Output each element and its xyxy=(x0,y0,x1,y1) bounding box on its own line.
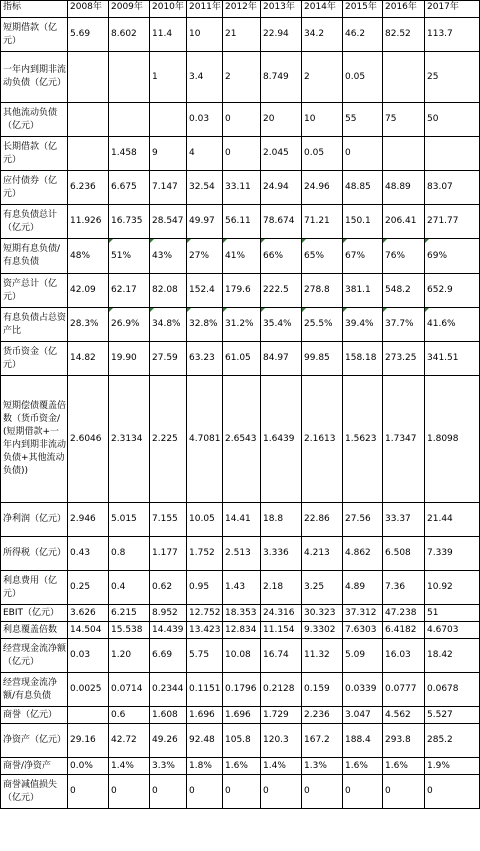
data-cell: 0 xyxy=(150,775,187,809)
data-cell: 5.75 xyxy=(187,639,223,673)
data-cell: 0.8 xyxy=(109,537,150,571)
data-cell: 25 xyxy=(425,52,480,103)
data-cell: 4.7081 xyxy=(187,376,223,503)
data-cell: 48% xyxy=(68,239,109,274)
data-cell: 1.752 xyxy=(187,537,223,571)
data-cell: 1.458 xyxy=(109,137,150,171)
data-cell: 82.08 xyxy=(150,274,187,308)
data-cell: 10 xyxy=(187,18,223,52)
row-label: EBIT（亿元） xyxy=(1,605,68,622)
row-label: 短期偿债覆盖倍数（货币资金/(短期借款+一年内到期非流动负债+其他流动负债)) xyxy=(1,376,68,503)
data-cell: 42.72 xyxy=(109,724,150,758)
row-label: 利息费用（亿元） xyxy=(1,571,68,605)
data-cell: 69% xyxy=(425,239,480,274)
data-cell: 37.7% xyxy=(383,308,425,342)
data-cell: 18.8 xyxy=(261,503,302,537)
data-cell: 1.6% xyxy=(343,758,383,775)
table-row xyxy=(1,605,480,622)
data-cell: 43% xyxy=(150,239,187,274)
data-cell: 273.25 xyxy=(383,342,425,376)
data-cell xyxy=(109,103,150,137)
data-cell xyxy=(68,103,109,137)
data-cell xyxy=(383,137,425,171)
data-cell: 27% xyxy=(187,239,223,274)
data-cell: 2.045 xyxy=(261,137,302,171)
data-cell: 6.69 xyxy=(150,639,187,673)
data-cell xyxy=(68,707,109,724)
data-cell: 24.96 xyxy=(302,171,343,205)
data-cell: 71.21 xyxy=(302,205,343,239)
data-cell: 2.236 xyxy=(302,707,343,724)
data-cell: 4.562 xyxy=(383,707,425,724)
data-cell: 2.1613 xyxy=(302,376,343,503)
data-cell: 14.504 xyxy=(68,622,109,639)
row-label: 净资产（亿元） xyxy=(1,724,68,758)
table-row xyxy=(1,205,480,239)
data-cell: 75 xyxy=(383,103,425,137)
data-cell: 0.6 xyxy=(109,707,150,724)
data-cell: 1.696 xyxy=(187,707,223,724)
data-cell: 14.82 xyxy=(68,342,109,376)
data-cell xyxy=(425,137,480,171)
data-cell: 21 xyxy=(223,18,261,52)
data-cell: 0.4 xyxy=(109,571,150,605)
data-cell: 32.8% xyxy=(187,308,223,342)
data-cell: 50 xyxy=(425,103,480,137)
data-cell: 5.69 xyxy=(68,18,109,52)
table-row xyxy=(1,673,480,707)
data-cell: 0.05 xyxy=(302,137,343,171)
data-cell: 76% xyxy=(383,239,425,274)
table-row xyxy=(1,503,480,537)
data-cell: 1.6439 xyxy=(261,376,302,503)
data-cell xyxy=(68,52,109,103)
data-cell xyxy=(109,52,150,103)
data-cell: 25.5% xyxy=(302,308,343,342)
header-year: 2014年 xyxy=(302,1,343,18)
data-cell: 4 xyxy=(187,137,223,171)
data-cell: 6.675 xyxy=(109,171,150,205)
data-cell: 67% xyxy=(343,239,383,274)
data-cell: 78.674 xyxy=(261,205,302,239)
data-cell: 0.0025 xyxy=(68,673,109,707)
data-cell: 34.2 xyxy=(302,18,343,52)
data-cell: 8.602 xyxy=(109,18,150,52)
data-cell: 61.05 xyxy=(223,342,261,376)
data-cell: 13.423 xyxy=(187,622,223,639)
data-cell: 0.1151 xyxy=(187,673,223,707)
data-cell: 341.51 xyxy=(425,342,480,376)
data-cell: 0.0714 xyxy=(109,673,150,707)
table-row xyxy=(1,775,480,809)
data-cell: 0 xyxy=(109,775,150,809)
row-label: 商誉（亿元） xyxy=(1,707,68,724)
data-cell: 0 xyxy=(343,775,383,809)
data-cell: 0.2128 xyxy=(261,673,302,707)
data-cell xyxy=(68,137,109,171)
data-cell: 28.547 xyxy=(150,205,187,239)
data-cell: 1.5623 xyxy=(343,376,383,503)
data-cell: 0 xyxy=(383,775,425,809)
data-cell: 285.2 xyxy=(425,724,480,758)
data-cell: 0 xyxy=(343,137,383,171)
data-cell: 51 xyxy=(425,605,480,622)
data-cell: 0.0% xyxy=(68,758,109,775)
data-cell: 0.0339 xyxy=(343,673,383,707)
data-cell: 1.20 xyxy=(109,639,150,673)
table-row xyxy=(1,571,480,605)
data-cell: 29.16 xyxy=(68,724,109,758)
data-cell: 41.6% xyxy=(425,308,480,342)
row-label: 经营现金流净额/有息负债 xyxy=(1,673,68,707)
data-cell: 84.97 xyxy=(261,342,302,376)
data-cell: 2.3134 xyxy=(109,376,150,503)
data-cell: 0.05 xyxy=(343,52,383,103)
data-cell: 150.1 xyxy=(343,205,383,239)
row-label: 一年内到期非流动负债（亿元） xyxy=(1,52,68,103)
table-row xyxy=(1,274,480,308)
row-label: 净利润（亿元） xyxy=(1,503,68,537)
data-cell: 7.339 xyxy=(425,537,480,571)
table-row xyxy=(1,171,480,205)
data-cell: 18.353 xyxy=(223,605,261,622)
data-cell: 42.09 xyxy=(68,274,109,308)
data-cell: 14.41 xyxy=(223,503,261,537)
data-cell: 8.952 xyxy=(150,605,187,622)
row-label: 经营现金流净额（亿元） xyxy=(1,639,68,673)
data-cell: 92.48 xyxy=(187,724,223,758)
data-cell: 6.215 xyxy=(109,605,150,622)
table-row xyxy=(1,758,480,775)
data-cell: 34.8% xyxy=(150,308,187,342)
data-cell: 381.1 xyxy=(343,274,383,308)
table-row xyxy=(1,103,480,137)
header-row xyxy=(1,1,480,18)
data-cell: 278.8 xyxy=(302,274,343,308)
data-cell: 0.159 xyxy=(302,673,343,707)
data-cell: 4.862 xyxy=(343,537,383,571)
row-label: 商誉减值损失（亿元） xyxy=(1,775,68,809)
table-row xyxy=(1,18,480,52)
data-cell: 1.7347 xyxy=(383,376,425,503)
data-cell: 2.18 xyxy=(261,571,302,605)
data-cell: 22.86 xyxy=(302,503,343,537)
data-cell: 49.26 xyxy=(150,724,187,758)
data-cell: 0 xyxy=(425,775,480,809)
data-cell: 2.6543 xyxy=(223,376,261,503)
table-row xyxy=(1,52,480,103)
data-cell: 7.36 xyxy=(383,571,425,605)
data-cell: 32.54 xyxy=(187,171,223,205)
data-cell: 48.85 xyxy=(343,171,383,205)
header-year: 2009年 xyxy=(109,1,150,18)
data-cell xyxy=(383,52,425,103)
row-label: 短期有息负债/有息负债 xyxy=(1,239,68,274)
data-cell: 3.626 xyxy=(68,605,109,622)
data-cell: 2.513 xyxy=(223,537,261,571)
table-row xyxy=(1,376,480,503)
row-label: 应付债券（亿元） xyxy=(1,171,68,205)
data-cell: 0.0678 xyxy=(425,673,480,707)
data-cell: 293.8 xyxy=(383,724,425,758)
data-cell: 10.92 xyxy=(425,571,480,605)
data-cell: 2.946 xyxy=(68,503,109,537)
data-cell: 16.74 xyxy=(261,639,302,673)
header-year: 2011年 xyxy=(187,1,223,18)
data-cell: 66% xyxy=(261,239,302,274)
data-cell: 206.41 xyxy=(383,205,425,239)
data-cell: 4.213 xyxy=(302,537,343,571)
data-cell: 99.85 xyxy=(302,342,343,376)
data-cell: 0.0777 xyxy=(383,673,425,707)
data-cell: 0.95 xyxy=(187,571,223,605)
data-cell: 0 xyxy=(68,775,109,809)
data-cell: 6.4182 xyxy=(383,622,425,639)
data-cell: 1.8% xyxy=(187,758,223,775)
data-cell: 7.6303 xyxy=(343,622,383,639)
data-cell: 271.77 xyxy=(425,205,480,239)
table-row xyxy=(1,342,480,376)
header-year: 2008年 xyxy=(68,1,109,18)
data-cell: 12.834 xyxy=(223,622,261,639)
data-cell: 37.312 xyxy=(343,605,383,622)
row-label: 货币资金（亿元） xyxy=(1,342,68,376)
table-row xyxy=(1,137,480,171)
data-cell: 11.32 xyxy=(302,639,343,673)
data-cell: 1.729 xyxy=(261,707,302,724)
data-cell: 2.225 xyxy=(150,376,187,503)
header-year: 2010年 xyxy=(150,1,187,18)
data-cell: 55 xyxy=(343,103,383,137)
data-cell: 2.6046 xyxy=(68,376,109,503)
data-cell xyxy=(150,103,187,137)
data-cell: 65% xyxy=(302,239,343,274)
data-cell: 1.9% xyxy=(425,758,480,775)
header-year: 2017年 xyxy=(425,1,480,18)
data-cell: 1 xyxy=(150,52,187,103)
data-cell: 8.749 xyxy=(261,52,302,103)
data-cell: 7.155 xyxy=(150,503,187,537)
data-cell: 3.336 xyxy=(261,537,302,571)
data-cell: 1.6% xyxy=(223,758,261,775)
data-cell: 22.94 xyxy=(261,18,302,52)
row-label: 其他流动负债（亿元） xyxy=(1,103,68,137)
header-year: 2015年 xyxy=(343,1,383,18)
table-row xyxy=(1,308,480,342)
data-cell: 188.4 xyxy=(343,724,383,758)
data-cell: 18.42 xyxy=(425,639,480,673)
data-cell: 20 xyxy=(261,103,302,137)
data-cell: 5.015 xyxy=(109,503,150,537)
data-cell: 30.323 xyxy=(302,605,343,622)
data-cell: 56.11 xyxy=(223,205,261,239)
data-cell: 0.1796 xyxy=(223,673,261,707)
data-cell: 11.154 xyxy=(261,622,302,639)
data-cell: 7.147 xyxy=(150,171,187,205)
data-cell: 1.6% xyxy=(383,758,425,775)
data-cell: 0.25 xyxy=(68,571,109,605)
data-cell: 47.238 xyxy=(383,605,425,622)
data-cell: 9.3302 xyxy=(302,622,343,639)
data-cell: 1.3% xyxy=(302,758,343,775)
data-cell: 0 xyxy=(223,775,261,809)
table-row xyxy=(1,622,480,639)
data-cell: 105.8 xyxy=(223,724,261,758)
data-cell: 10.05 xyxy=(187,503,223,537)
data-cell: 652.9 xyxy=(425,274,480,308)
data-cell: 6.236 xyxy=(68,171,109,205)
data-cell: 27.56 xyxy=(343,503,383,537)
data-cell: 33.37 xyxy=(383,503,425,537)
data-cell: 5.09 xyxy=(343,639,383,673)
data-cell: 167.2 xyxy=(302,724,343,758)
row-label: 资产总计（亿元） xyxy=(1,274,68,308)
data-cell: 14.439 xyxy=(150,622,187,639)
data-cell: 3.3% xyxy=(150,758,187,775)
data-cell: 0.03 xyxy=(187,103,223,137)
data-cell: 113.7 xyxy=(425,18,480,52)
data-cell: 4.89 xyxy=(343,571,383,605)
data-cell: 2 xyxy=(302,52,343,103)
data-cell: 24.316 xyxy=(261,605,302,622)
data-cell: 49.97 xyxy=(187,205,223,239)
table-row xyxy=(1,639,480,673)
data-cell: 27.59 xyxy=(150,342,187,376)
data-cell: 24.94 xyxy=(261,171,302,205)
data-cell: 158.18 xyxy=(343,342,383,376)
data-cell: 9 xyxy=(150,137,187,171)
row-label: 短期借款（亿元） xyxy=(1,18,68,52)
data-cell: 48.89 xyxy=(383,171,425,205)
data-cell: 12.752 xyxy=(187,605,223,622)
data-cell: 3.25 xyxy=(302,571,343,605)
row-label: 利息覆盖倍数 xyxy=(1,622,68,639)
data-cell: 1.4% xyxy=(261,758,302,775)
data-cell: 0 xyxy=(261,775,302,809)
data-cell: 5.527 xyxy=(425,707,480,724)
header-year: 2016年 xyxy=(383,1,425,18)
data-cell: 31.2% xyxy=(223,308,261,342)
data-cell: 179.6 xyxy=(223,274,261,308)
data-cell: 1.8098 xyxy=(425,376,480,503)
data-cell: 82.52 xyxy=(383,18,425,52)
data-cell: 0.03 xyxy=(68,639,109,673)
data-cell: 152.4 xyxy=(187,274,223,308)
data-cell: 4.6703 xyxy=(425,622,480,639)
data-cell: 41% xyxy=(223,239,261,274)
table-row xyxy=(1,724,480,758)
data-cell: 33.11 xyxy=(223,171,261,205)
data-cell: 1.608 xyxy=(150,707,187,724)
data-cell: 35.4% xyxy=(261,308,302,342)
data-cell: 1.4% xyxy=(109,758,150,775)
data-cell: 28.3% xyxy=(68,308,109,342)
data-cell: 0.62 xyxy=(150,571,187,605)
data-cell: 39.4% xyxy=(343,308,383,342)
data-cell: 548.2 xyxy=(383,274,425,308)
row-label: 长期借款（亿元） xyxy=(1,137,68,171)
row-label: 有息负债占总资产比 xyxy=(1,308,68,342)
data-cell: 10.08 xyxy=(223,639,261,673)
table-row xyxy=(1,239,480,274)
data-cell: 15.538 xyxy=(109,622,150,639)
data-cell: 11.4 xyxy=(150,18,187,52)
header-year: 2013年 xyxy=(261,1,302,18)
data-cell: 222.5 xyxy=(261,274,302,308)
data-cell: 1.696 xyxy=(223,707,261,724)
data-cell: 21.44 xyxy=(425,503,480,537)
data-cell: 3.4 xyxy=(187,52,223,103)
data-cell: 19.90 xyxy=(109,342,150,376)
data-cell: 11.926 xyxy=(68,205,109,239)
header-indicator: 指标 xyxy=(1,1,68,18)
data-cell: 51% xyxy=(109,239,150,274)
data-cell: 0.2344 xyxy=(150,673,187,707)
data-cell: 83.07 xyxy=(425,171,480,205)
data-cell: 0 xyxy=(223,103,261,137)
data-cell: 63.23 xyxy=(187,342,223,376)
data-cell: 46.2 xyxy=(343,18,383,52)
data-cell: 3.047 xyxy=(343,707,383,724)
table-row xyxy=(1,537,480,571)
data-cell: 1.177 xyxy=(150,537,187,571)
data-cell: 62.17 xyxy=(109,274,150,308)
data-cell: 120.3 xyxy=(261,724,302,758)
data-cell: 0 xyxy=(223,137,261,171)
data-cell: 26.9% xyxy=(109,308,150,342)
data-cell: 0 xyxy=(302,775,343,809)
data-cell: 1.43 xyxy=(223,571,261,605)
data-cell: 16.735 xyxy=(109,205,150,239)
data-cell: 16.03 xyxy=(383,639,425,673)
header-year: 2012年 xyxy=(223,1,261,18)
data-cell: 6.508 xyxy=(383,537,425,571)
data-cell: 10 xyxy=(302,103,343,137)
data-cell: 0.43 xyxy=(68,537,109,571)
data-cell: 0 xyxy=(187,775,223,809)
table-row xyxy=(1,707,480,724)
row-label: 商誉/净资产 xyxy=(1,758,68,775)
data-cell: 2 xyxy=(223,52,261,103)
row-label: 所得税（亿元） xyxy=(1,537,68,571)
row-label: 有息负债总计（亿元） xyxy=(1,205,68,239)
